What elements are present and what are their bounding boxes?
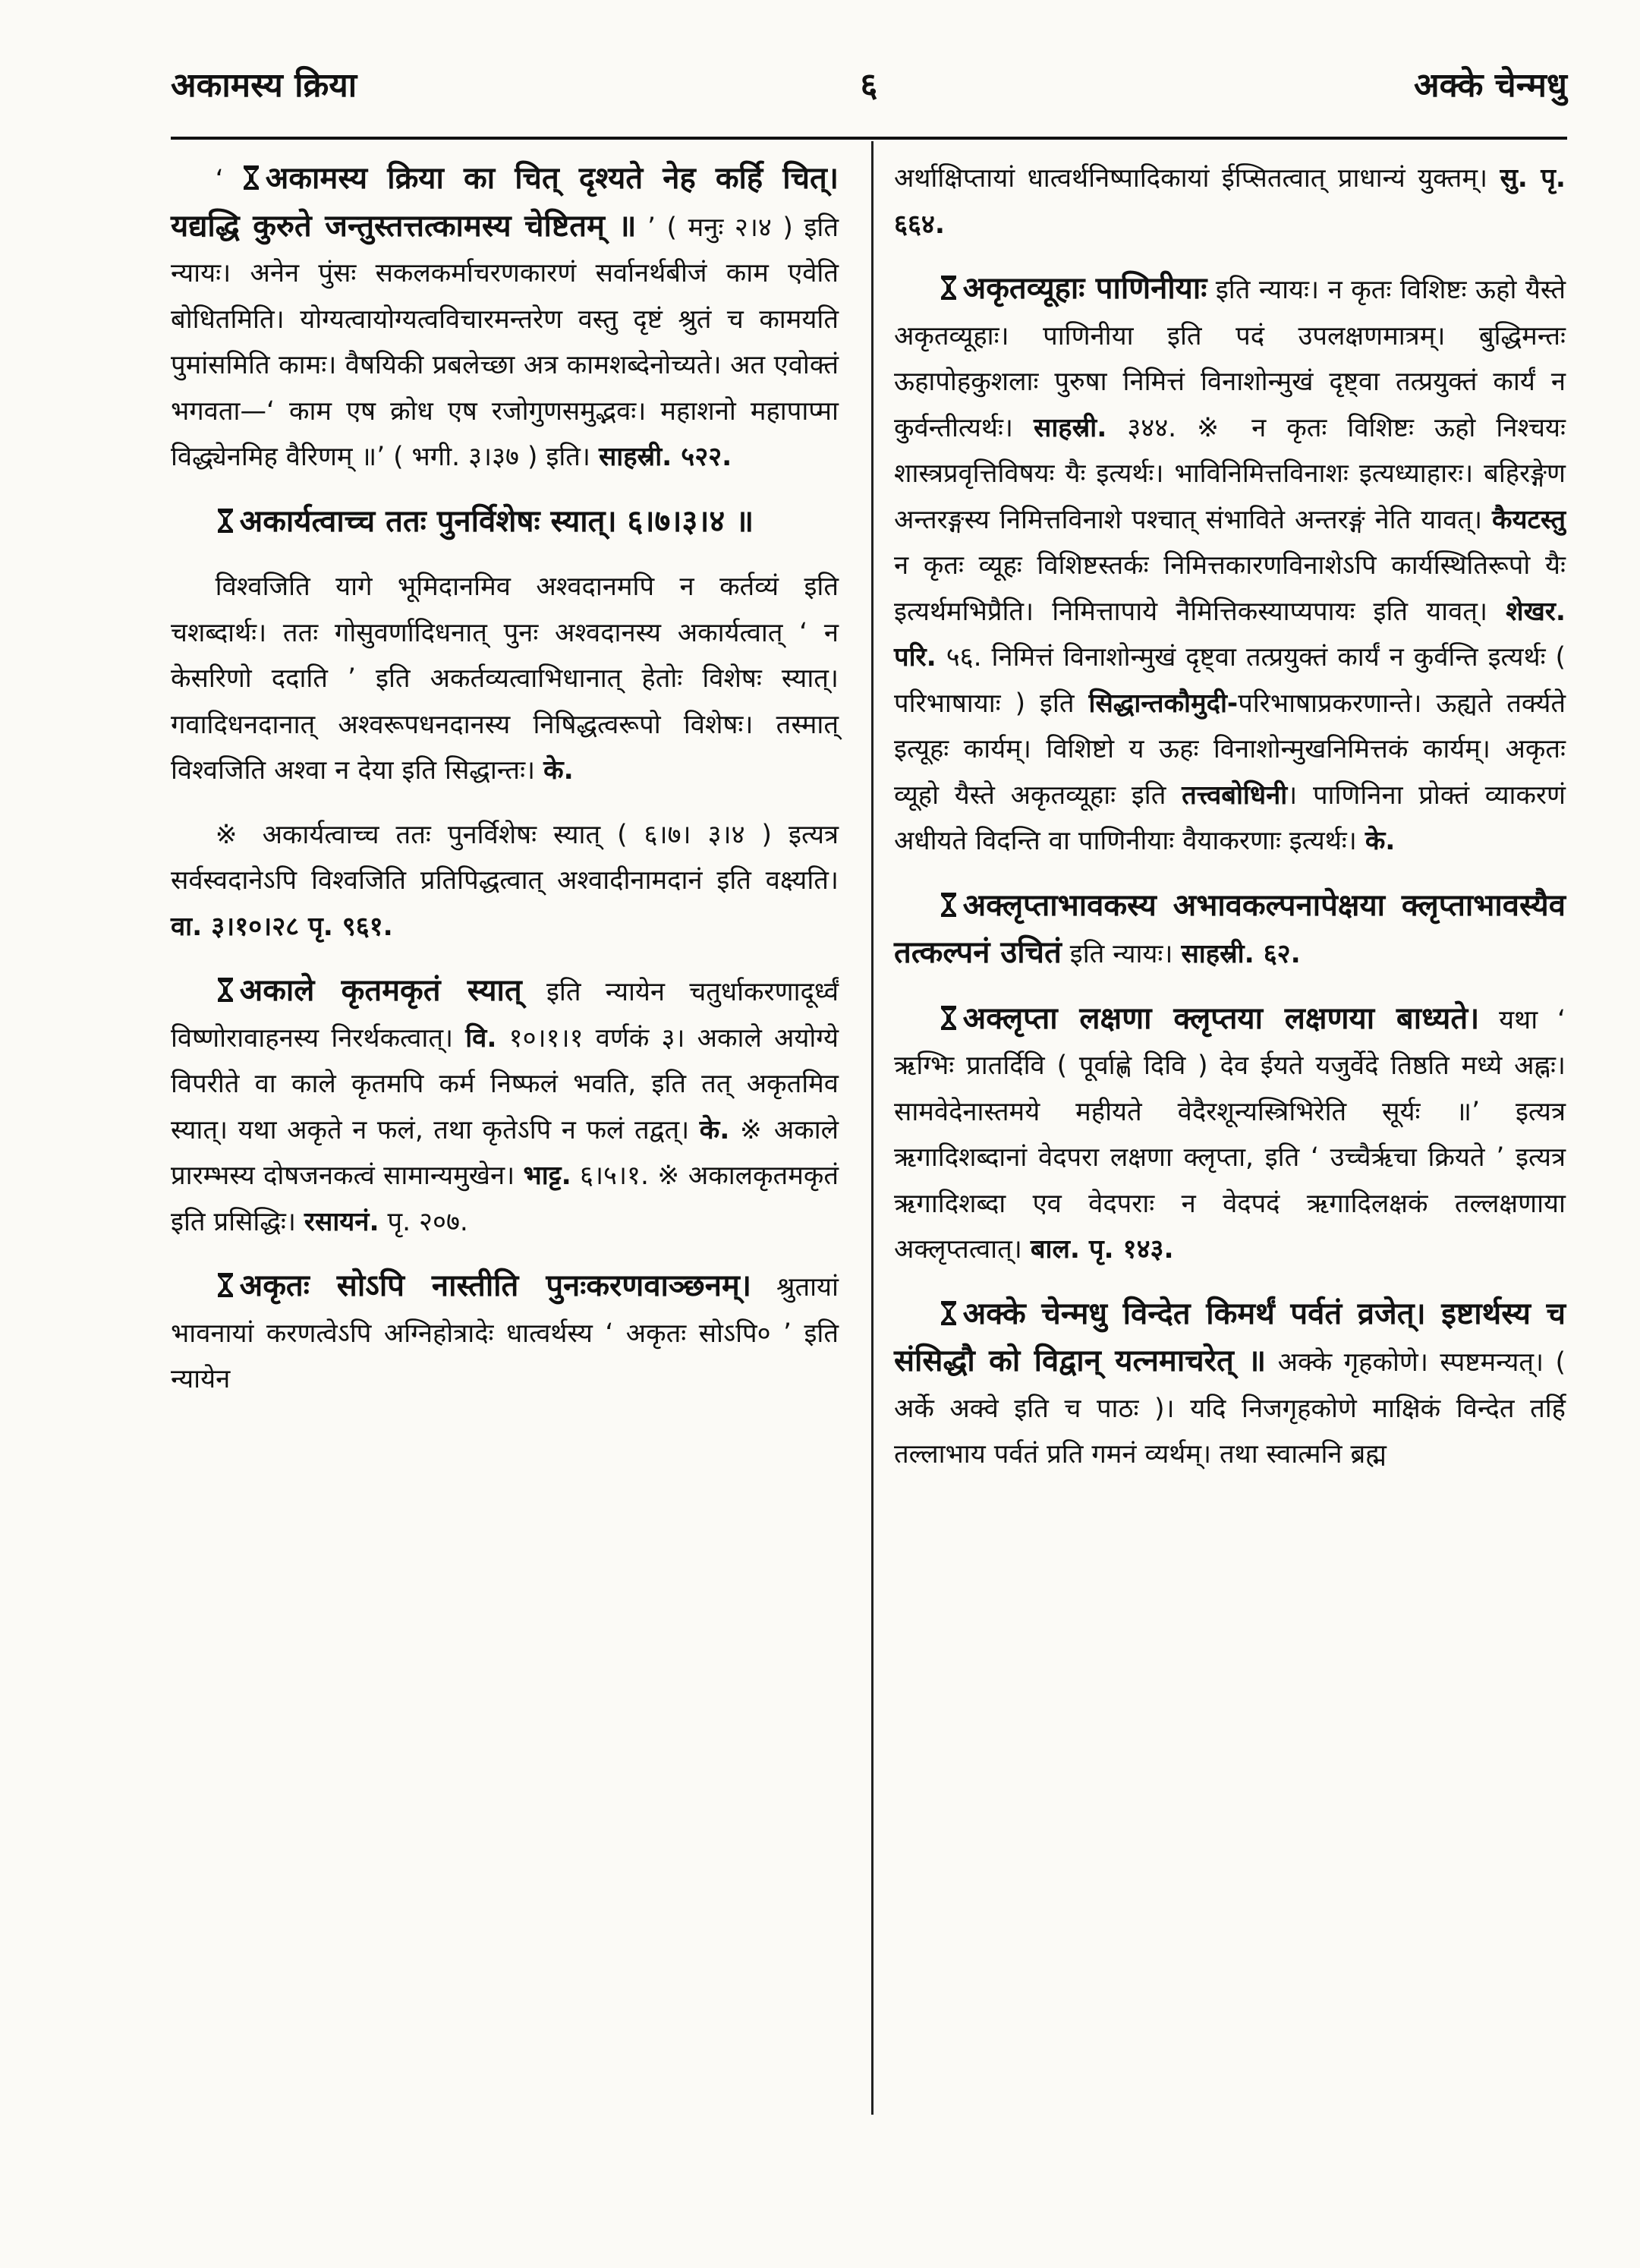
entry-headword: अकार्यत्वाच्च ततः पुनर्विशेषः स्यात्। ६।७।३।४ ॥ <box>239 503 754 539</box>
entry-marker-icon <box>216 507 235 534</box>
entry-headword: अकृतः सोऽपि नास्तीति पुनःकरणवाञ्छनम्। <box>239 1268 751 1303</box>
entry-text: पृ. २०७. <box>387 1206 468 1237</box>
entry-akale <box>171 968 839 1245</box>
entry-text: यथा ‘ ऋग्भिः प्रातर्दिवि ( पूर्वाह्णे दिवि ) देव ईयते यजुर्वेदे तिष्ठति मध्ये अह्नः। सामवेदेनास्तमये महीयते वेदैरशून्यस्त्रिभिरेति सूर्यः ॥’ इत्यत्र ऋगादिशब्दानां वेदपरा लक्षणा क्लृप्ता, इति ‘ उच्चैर्ऋचा क्रियते ’ इत्यत्र ऋगादिशब्दा एव वेदपराः न वेदपदं ऋगादिलक्षकं तल्लक्षणाया अक्लृप्तत्वात्। <box>894 1004 1566 1265</box>
entry-text: ५६. निमित्तं विनाशोन्मुखं दृष्ट्वा तत्प्रयुक्तं कार्यं न कुर्वन्ति इत्यर्थः ( परिभाषायाः ) इति <box>894 642 1566 719</box>
entry-headword: अकाले कृतमकृतं स्यात् <box>239 973 522 1008</box>
source-ref: वि. <box>465 1022 497 1054</box>
entry-akke-chenmadhu <box>894 1291 1566 1478</box>
entry-text: ’ ( मनुः २।४ ) इति न्यायः। अनेन पुंसः सकलकर्माचरणकारणं सर्वानर्थबीजं काम एवेति बोधितमिति। योग्यत्वायोग्यत्वविचारमन्तरेण वस्तु दृष्टं श्रुतं च कामयति पुमांसमिति कामः। वैषयिकी प्रबलेच्छा अत्र कामशब्देनोच्यते। अत एवोक्तं भगवता—‘ काम एष क्रोध एष रजोगुणसमुद्भवः। महाशनो महापाप्मा विद्ध्येनमिह वैरिणम् ॥’ ( भगी. ३।३७ ) इति। <box>171 212 839 472</box>
entry-text: अर्थाक्षिप्तायां धात्वर्थनिष्पादिकायां ईप्सितत्वात् प्राधान्यं युक्तम्। <box>894 163 1488 194</box>
entry-text: विश्वजिति यागे भूमिदानमिव अश्वदानमपि न कर्तव्यं इति चशब्दार्थः। ततः गोसुवर्णादिधनात् पुनः अश्वदानस्य अकार्यत्वात् ‘ न केसरिणो ददाति ’ इति अकर्तव्यत्वाभिधानात् हेतोः विशेषः स्यात्। गवादिधनदानात् अश्वरूपधनदानस्य निषिद्धत्वरूपो विशेषः। तस्मात् विश्वजिति अश्वा न देया इति सिद्धान्तः। <box>171 572 839 786</box>
entry-marker-icon <box>216 976 235 1003</box>
entry-marker-icon <box>939 891 959 918</box>
entry-akamasya: ‘ अकामस्य क्रिया का चित् दृश्यते नेह कर्हि चित्। यद्यद्धि कुरुते जन्तुस्तत्तत्कामस्य चेष्टितम् ॥ ’ ( मनुः २।४ ) इति न्यायः। अनेन पुंसः सकलकर्माचरणकारणं सर्वानर्थबीजं काम एवेति बोधितमिति। योग्यत्वायोग्यत्वविचारमन्तरेण वस्तु दृष्टं श्रुतं च कामयति पुमांसमिति कामः। वैषयिकी प्रबलेच्छा अत्र कामशब्देनोच्यते। अत एवोक्तं भगवता—‘ काम एष क्रोध एष रजोगुणसमुद्भवः। महाशनो महापाप्मा विद्ध्येनमिह वैरिणम् ॥’ ( भगी. ३।३७ ) इति। साहस्री. ५२२. <box>171 161 839 472</box>
entry-aklripta-lakshana <box>894 996 1566 1273</box>
right-column <box>894 156 1566 1478</box>
entry-akaryatvac-note <box>171 812 839 950</box>
entry-text: अक्के गृहकोणे। स्पष्टमन्यत्। ( अर्के अक्वे इति च पाठः )। यदि निजगृहकोणे माक्षिकं विन्देत तर्हि तल्लाभाय पर्वतं प्रति गमनं व्यर्थम्। तथा स्वात्मनि ब्रह्म <box>894 1347 1566 1469</box>
source-ref: तत्त्वबोधिनी <box>1182 780 1288 811</box>
entry-text: ३४४. ※ न कृतः विशिष्टः ऊहो निश्चयः शास्त्रप्रवृत्तिविषयः यैः इत्यर्थः। भाविनिमित्तविनाशः इत्यध्याहारः। बहिरङ्गेण अन्तरङ्गस्य निमित्तविनाशे पश्चात् संभाविते अन्तरङ्गं नेति यावत्। <box>894 412 1566 535</box>
entry-headword: अक्के चेन्मधु विन्देत किमर्थं पर्वतं व्रजेत्। इष्टार्थस्य च संसिद्धौ को विद्वान् यत्नमाचरेत् ॥ <box>894 1296 1566 1378</box>
source-ref: सिद्धान्तकौमुदी- <box>1088 688 1239 719</box>
entry-headword: अकृतव्यूहाः पाणिनीयाः <box>962 271 1207 306</box>
entry-akritavyuha <box>894 266 1566 865</box>
left-column <box>171 156 839 1403</box>
entry-akaryatvac <box>171 499 839 547</box>
entry-headword: अक्लृप्ता लक्षणा क्लृप्तया लक्षणया बाध्यते। <box>962 1000 1480 1036</box>
entry-text: इति न्यायः। <box>1069 939 1173 969</box>
source-ref: वा. ३।१०।२८ पृ. ९६१. <box>171 911 393 942</box>
entry-text: ६।५।१. ※ अकालकृतमकृतं इति प्रसिद्धिः। <box>171 1161 839 1237</box>
source-ref: के. <box>543 755 574 786</box>
source-ref: कैयटस्तु <box>1492 504 1566 535</box>
source-ref: के. <box>1365 826 1396 856</box>
entry-headword: अक्लृप्ताभावकस्य अभावकल्पनापेक्षया क्लृप्ताभावस्यैव तत्कल्पनं उचितं <box>894 887 1566 970</box>
source-ref: साहस्री. ५२२. <box>598 442 732 472</box>
source-ref: बाल. पृ. १४३. <box>1030 1234 1174 1265</box>
entry-marker-icon <box>241 164 261 191</box>
entry-headword: अकामस्य क्रिया का चित् दृश्यते नेह कर्हि चित्। यद्यद्धि कुरुते जन्तुस्तत्तत्कामस्य चेष्टितम् ॥ <box>171 161 839 244</box>
entry-marker-icon <box>216 1271 235 1299</box>
header-left-title: अकामस्य क्रिया <box>171 66 357 105</box>
source-ref: साहस्री. ६२. <box>1181 939 1301 969</box>
entry-marker-icon <box>939 274 959 301</box>
entry-akaryatvac-text <box>171 564 839 794</box>
source-ref: सु. पृ. ६६४. <box>894 163 1566 240</box>
entry-text: ※ अकार्यत्वाच्च ततः पुनर्विशेषः स्यात् ( ६।७। ३।४ ) इत्यत्र सर्वस्वदानेऽपि विश्वजिति प्रतिपिद्धत्वात् अश्वादीनामदानं इति वक्ष्यति। <box>171 819 839 896</box>
source-ref: भाट्ट. <box>523 1161 571 1191</box>
source-ref: के. <box>699 1114 730 1145</box>
source-ref: साहस्री. <box>1034 412 1107 443</box>
source-ref: शेखर. परि. <box>894 596 1566 673</box>
entry-text: इति न्यायेन चतुर्धाकरणादूर्ध्वं विष्णोरावाहनस्य निरर्थकत्वात्। <box>171 977 839 1054</box>
entry-marker-icon <box>939 1299 959 1327</box>
entry-text: श्रुतायां भावनायां करणत्वेऽपि अग्निहोत्रादेः धात्वर्थस्य ‘ अकृतः सोऽपि० ’ इति न्यायेन <box>171 1272 839 1394</box>
entry-akritah <box>171 1263 839 1403</box>
column-divider <box>871 141 874 2115</box>
entry-text: ※ अकाले प्रारम्भस्य दोषजनकत्वं सामान्यमुखेन। <box>171 1114 839 1191</box>
entry-text: परिभाषाप्रकरणान्ते। ऊह्यते तर्क्यते इत्यूहः कार्यम्। विशिष्टो य ऊहः विनाशोन्मुखनिमित्तकं कार्यम्। अकृतः व्यूहो यैस्ते अकृतव्यूहाः इति <box>894 688 1566 811</box>
running-header <box>171 61 1567 114</box>
entry-continuation <box>894 156 1566 247</box>
source-ref: रसायनं. <box>304 1206 379 1237</box>
page-number: ६ <box>860 66 878 105</box>
entry-text: न कृतः व्यूहः विशिष्टस्तर्कः निमित्तकारणविनाशेऽपि कार्यस्थितिरूपो यैः इत्यर्थमभिप्रैति। निमित्तापाये नैमित्तिकस्याप्यपायः इति यावत्। <box>894 550 1566 627</box>
entry-marker-icon <box>939 1004 959 1032</box>
header-right-title: अक्के चेन्मधु <box>1413 66 1567 105</box>
entry-text: इति न्यायः। न कृतः विशिष्टः ऊहो यैस्ते अकृतव्यूहाः। पाणिनीया इति पदं उपलक्षणमात्रम्। बुद्धिमन्तः ऊहापोहकुशलाः पुरुषा निमित्तं विनाशोन्मुखं दृष्ट्वा तत्प्रयुक्तं कार्यं न कुर्वन्तीत्यर्थः। <box>894 275 1566 443</box>
header-rule <box>171 137 1567 140</box>
entry-text: । पाणिनिना प्रोक्तं व्याकरणं अधीयते विदन्ति वा पाणिनीयाः वैयाकरणाः इत्यर्थः। <box>894 780 1566 856</box>
entry-aklripta-abhava <box>894 883 1566 978</box>
entry-text: १०।१।१ वर्णकं ३। अकाले अयोग्ये विपरीते वा काले कृतमपि कर्म निष्फलं भवति, इति तत् अकृतमिव स्यात्। यथा अकृते न फलं, तथा कृतेऽपि न फलं तद्वत्। <box>171 1022 839 1145</box>
